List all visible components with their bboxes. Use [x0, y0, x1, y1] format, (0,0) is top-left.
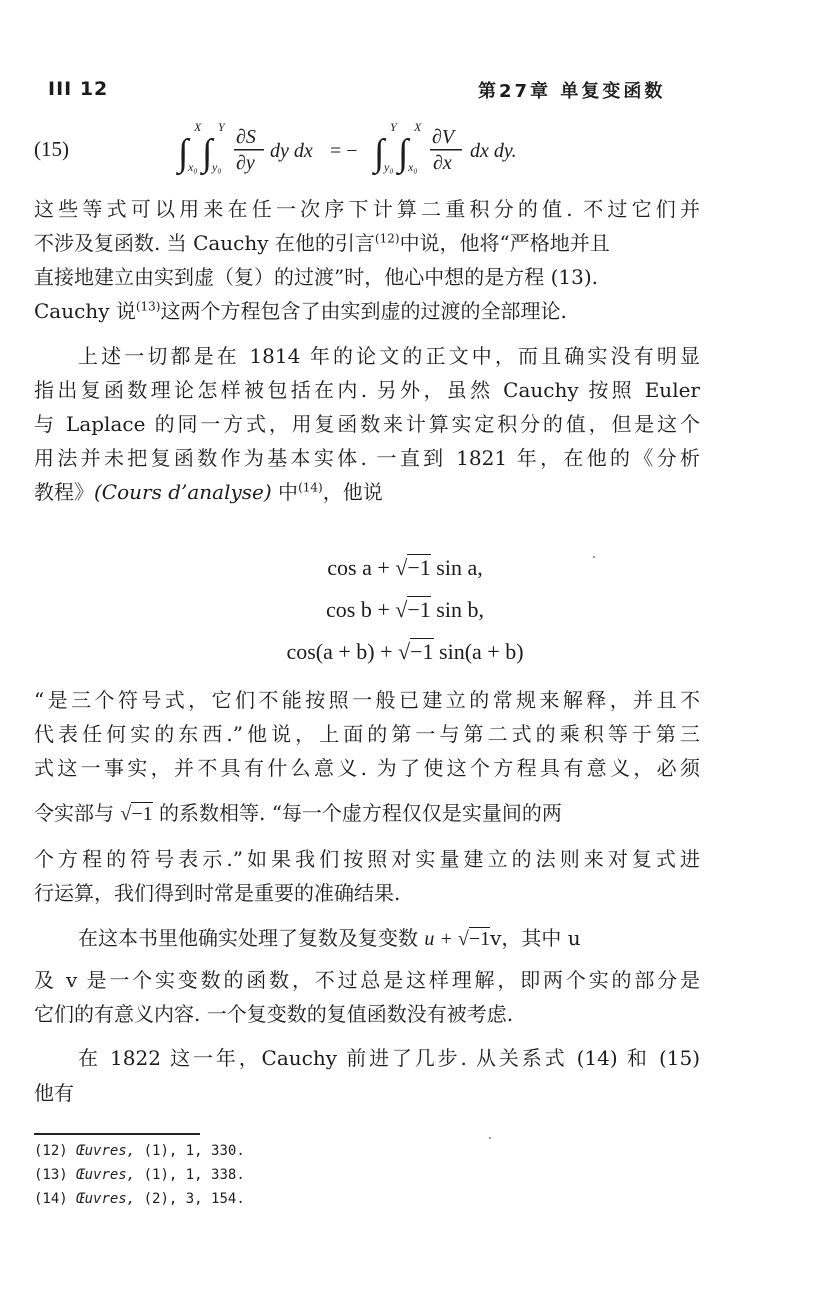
fraction-numerator: ∂S	[236, 126, 256, 148]
fraction-bar	[234, 149, 264, 151]
text-run: v，其中 u	[490, 926, 581, 950]
lower-limit: y₀	[212, 160, 222, 174]
equation-number: (15)	[34, 137, 69, 161]
differentials: dy dx	[270, 140, 313, 162]
body-line: 他有	[34, 1081, 74, 1105]
body-line: 上述一切都是在 1814 年的论文的正文中，而且确实没有明显	[78, 344, 700, 368]
body-line: 行运算，我们得到时常是重要的准确结果.	[34, 881, 401, 905]
footnote-ref: (12)	[374, 231, 400, 246]
upper-limit: X	[194, 120, 202, 134]
footnote-number: (13)	[34, 1167, 68, 1183]
body-line: 这些等式可以用来在任一次序下计算二重积分的值. 不过它们并	[34, 197, 700, 221]
math-run: sin(a + b)	[439, 639, 524, 664]
upper-limit: Y	[218, 120, 225, 134]
body-line: 直接地建立由实到虚（复）的过渡”时，他心中想的是方程 (13).	[34, 265, 598, 289]
radicand: −1	[407, 555, 431, 580]
text-run: 在这本书里他确实处理了复数及复变数	[78, 926, 425, 950]
radicand: −1	[131, 803, 153, 825]
footnote-ref-text: (1), 1, 330.	[143, 1143, 245, 1159]
body-line	[34, 800, 700, 827]
lower-limit: x₀	[408, 160, 418, 174]
body-line	[34, 479, 700, 505]
footnote-work: Œuvres,	[76, 1191, 136, 1207]
body-line: 它们的有意义内容. 一个复变数的复值函数没有被考虑.	[34, 1002, 514, 1026]
upper-limit: Y	[390, 120, 397, 134]
radicand: −1	[410, 639, 434, 664]
footnote-number: (14)	[34, 1191, 68, 1207]
math-run: sin b,	[436, 597, 484, 622]
text-run: 的系数相等. “每一个虚方程仅仅是实量间的两	[158, 801, 562, 825]
footnote-number: (12)	[34, 1143, 68, 1159]
body-line: 在 1822 这一年，Cauchy 前进了几步. 从关系式 (14) 和 (15)	[78, 1046, 700, 1070]
lower-limit: x₀	[188, 160, 198, 174]
integral-sign: ∫	[398, 132, 409, 174]
footnote-ref: (13)	[135, 299, 161, 314]
math-line	[150, 639, 660, 665]
sqrt: √−1	[398, 639, 434, 664]
footnote-work: Œuvres,	[76, 1143, 136, 1159]
radicand: −1	[468, 928, 491, 950]
footnote-ref: (14)	[298, 480, 323, 495]
equation-15	[170, 115, 570, 177]
body-line	[34, 230, 700, 256]
radicand: −1	[407, 597, 431, 622]
sqrt: √−1	[120, 803, 153, 825]
integral-sign: ∫	[202, 132, 213, 174]
fraction-numerator: ∂V	[432, 126, 455, 148]
text-run: 令实部与	[34, 801, 114, 825]
body-line: 与 Laplace 的同一方式，用复函数来计算实定积分的值，但是这个	[34, 412, 700, 436]
body-line: 代表任何实的东西.”他说，上面的第一与第二式的乘积等于第三	[34, 722, 700, 746]
integral-sign: ∫	[374, 132, 385, 174]
sqrt: √−1	[457, 928, 491, 950]
footnote	[34, 1141, 245, 1161]
book-title: (Cours d’analyse)	[94, 480, 272, 504]
math-run: cos b +	[326, 597, 396, 622]
text-run: 这两个方程包含了由实到虚的过渡的全部理论.	[160, 299, 567, 323]
fraction-bar	[430, 149, 462, 151]
differentials: dx dy.	[470, 140, 517, 162]
math-run: cos(a + b) +	[286, 639, 399, 664]
footnote-ref-text: (1), 1, 338.	[143, 1167, 245, 1183]
fraction-denominator: ∂x	[433, 152, 452, 174]
text-run: 教程》	[34, 480, 94, 504]
sqrt: √−1	[395, 555, 431, 580]
body-line: 式这一事实，并不具有什么意义. 为了使这个方程具有意义，必须	[34, 756, 700, 780]
math-line	[150, 555, 660, 581]
body-line: 用法并未把复函数作为基本实体. 一直到 1821 年，在他的《分析	[34, 446, 700, 470]
body-line	[34, 298, 700, 324]
text-run: 中	[271, 480, 299, 504]
integral-sign: ∫	[178, 132, 189, 174]
text-run: 不涉及复函数. 当 Cauchy 在他的引言	[34, 231, 375, 255]
text-run: Cauchy 说	[34, 299, 136, 323]
text-run: ，他说	[322, 480, 383, 504]
fraction-denominator: ∂y	[236, 152, 255, 174]
footnote-work: Œuvres,	[76, 1167, 136, 1183]
footnote-ref-text: (2), 3, 154.	[143, 1191, 245, 1207]
sqrt: √−1	[395, 597, 431, 622]
body-line: 及 v 是一个实变数的函数，不过总是这样理解，即两个实的部分是	[34, 968, 700, 992]
scan-speck	[489, 1137, 491, 1139]
footnote	[34, 1189, 245, 1209]
running-head-page-number: III 12	[48, 78, 109, 100]
text-run: 中说，他将“严格地并且	[399, 231, 610, 255]
equals-minus: = −	[330, 140, 358, 162]
math-line	[150, 597, 660, 623]
upper-limit: X	[414, 120, 422, 134]
body-line: 个方程的符号表示.”如果我们按照对实量建立的法则来对复式进	[34, 847, 700, 871]
running-head-chapter-title: 第27章 单复变函数	[478, 81, 666, 102]
scan-speck	[593, 556, 595, 558]
body-line	[78, 925, 700, 952]
body-line: “是三个符号式，它们不能按照一般已建立的常规来解释，并且不	[34, 688, 700, 712]
math-run: cos a +	[327, 555, 396, 580]
footnote	[34, 1165, 245, 1185]
lower-limit: y₀	[384, 160, 394, 174]
footnote-rule	[34, 1133, 200, 1135]
math-run: u +	[424, 928, 458, 950]
math-run: sin a,	[436, 555, 483, 580]
body-line: 指出复函数理论怎样被包括在内. 另外，虽然 Cauchy 按照 Euler	[34, 378, 700, 402]
